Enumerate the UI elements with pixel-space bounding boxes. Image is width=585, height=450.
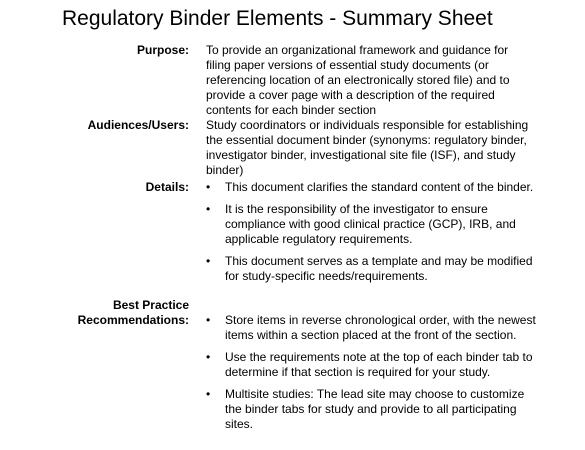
- list-item-text: This document clarifies the standard content of the binder.: [225, 180, 534, 194]
- bullet-icon: •: [206, 313, 211, 327]
- list-item-text: Use the requirements note at the top of each binder tab to determine if that section is required for your study.: [225, 350, 533, 379]
- purpose-text: To provide an organizational framework and guidance for filing paper versions of essential study documents (or referencing location of an electronically stored file) and to provide a cover page with a description of the required contents for each binder section: [206, 43, 510, 117]
- bullet-icon: •: [206, 387, 211, 401]
- list-item-text: This document serves as a template and may be modified for study-specific needs/requirements.: [225, 254, 533, 283]
- page-title: Regulatory Binder Elements - Summary Sheet: [62, 7, 493, 30]
- best-practice-list: [206, 313, 536, 432]
- list-item: [206, 387, 536, 432]
- list-item-text: Multisite studies: The lead site may choose to customize the binder tabs for study and provide to all participating sites.: [225, 387, 525, 431]
- audiences-label: Audiences/Users:: [87, 118, 189, 132]
- purpose-label: Purpose:: [136, 43, 189, 57]
- list-item: [206, 313, 536, 343]
- list-item: [206, 254, 536, 284]
- best-practice-label: [78, 298, 189, 328]
- bullet-icon: •: [206, 254, 211, 268]
- audiences-text: Study coordinators or individuals responsible for establishing the essential document binder (synonyms: regulatory binder, investigator binder, investigational site file (ISF), and study binder): [206, 118, 529, 177]
- details-list: [206, 180, 536, 284]
- list-item: [206, 202, 536, 247]
- list-item-text: Store items in reverse chronological order, with the newest items within a section placed at the front of the section.: [225, 313, 536, 342]
- details-label: Details:: [145, 180, 189, 194]
- best-practice-label-line1: Best Practice: [112, 298, 189, 312]
- best-practice-label-line2: Recommendations:: [77, 313, 189, 327]
- list-item-text: It is the responsibility of the investigator to ensure compliance with good clinical practice (GCP), IRB, and applicable regulatory requirements.: [225, 202, 516, 246]
- bullet-icon: •: [206, 180, 211, 194]
- bullet-icon: •: [206, 350, 211, 364]
- bullet-icon: •: [206, 202, 211, 216]
- list-item: [206, 350, 536, 380]
- list-item: [206, 180, 536, 195]
